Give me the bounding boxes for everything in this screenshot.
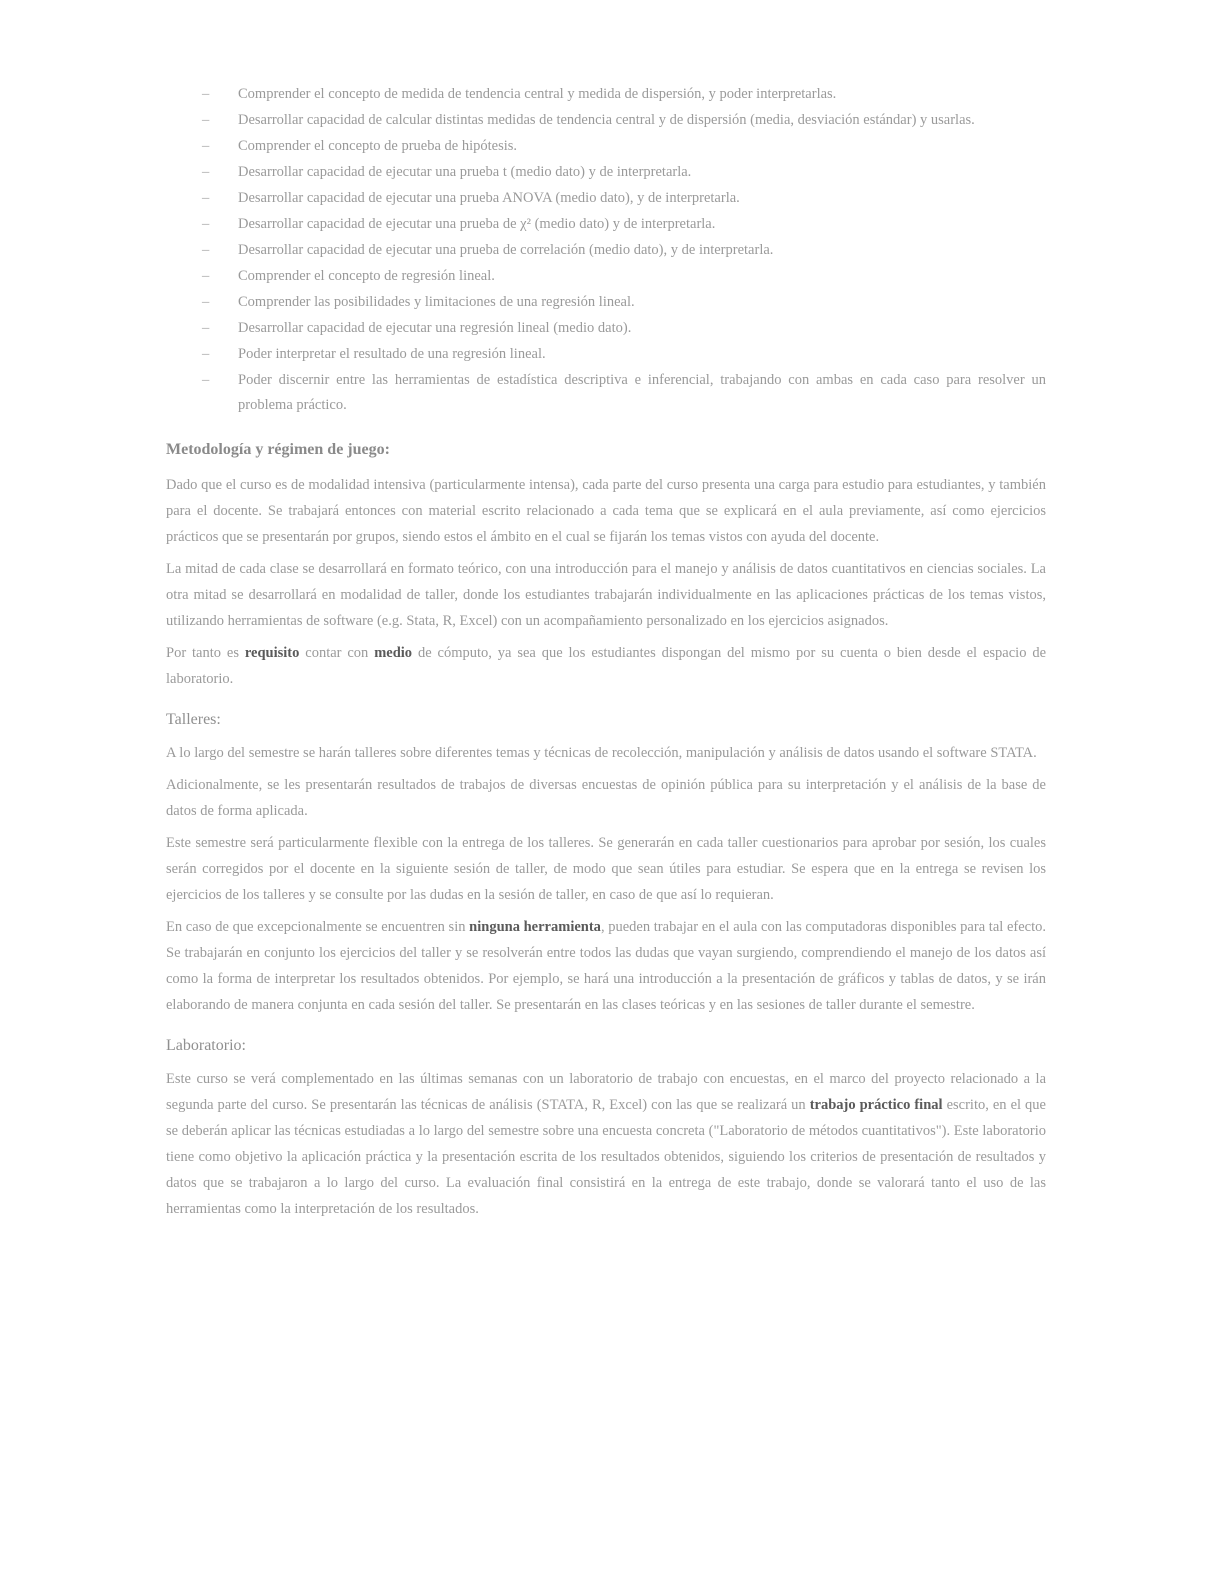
talleres-paragraph: [166, 914, 1046, 1018]
paragraph-text: , pueden trabajar en el aula con las computadoras disponibles para tal efecto. Se trabajarán en conjunto los ejercicios del taller y se resolverán entre todos las dudas que vayan surgiendo, comprendiendo el manejo de los datos así como la forma de interpretar los resultados obtenidos. Por ejemplo, se hará una introducción a la presentación de gráficos y tablas de datos, y se irán elaborando de manera conjunta en cada sesión del taller. Se presentarán en las clases teóricas y en las sesiones de taller durante el semestre.: [166, 919, 1047, 1013]
bullet-marker: –: [202, 294, 210, 310]
objective-item: [166, 342, 1046, 367]
talleres-heading: Talleres:: [166, 711, 221, 728]
objective-item: [166, 316, 1046, 341]
bullet-marker: –: [202, 320, 210, 336]
bullet-marker: –: [202, 112, 210, 128]
objective-text: Comprender el concepto de prueba de hipótesis.: [238, 138, 518, 154]
objective-item: [166, 368, 1046, 418]
paragraph-text: de cómputo, ya sea que los estudiantes dispongan del mismo por su cuenta o bien desde el espacio de laboratorio.: [166, 645, 1047, 687]
objective-text: Desarrollar capacidad de ejecutar una prueba t (medio dato) y de interpretarla.: [238, 164, 692, 180]
talleres-paragraph: [166, 830, 1046, 908]
talleres-paragraph: [166, 740, 1046, 766]
methodology-paragraph: [166, 472, 1046, 550]
objective-item: [166, 160, 1046, 185]
paragraph-text: A lo largo del semestre se harán talleres sobre diferentes temas y técnicas de recolección, manipulación y análisis de datos usando el software STATA.: [166, 745, 1037, 761]
methodology-heading: Metodología y régimen de juego:: [166, 441, 390, 458]
talleres-paragraph: [166, 772, 1046, 824]
bullet-marker: –: [202, 216, 210, 232]
methodology-paragraph: [166, 556, 1046, 634]
bullet-marker: –: [202, 372, 210, 388]
emphasized-text: requisito: [244, 645, 300, 661]
laboratorio-paragraph: [166, 1066, 1046, 1222]
talleres-body: [166, 740, 1046, 1018]
bullet-marker: –: [202, 138, 210, 154]
paragraph-text: escrito, en el que se deberán aplicar las técnicas estudiadas a lo largo del semestre sobre una encuesta concreta ("Laboratorio de métodos cuantitativos"). Este laboratorio tiene como objetivo la aplicación práctica y la presentación escrita de los resultados obtenidos, siguiendo los criterios de presentación de resultados y datos que se trabajaron a lo largo del curso. La evaluación final consistirá en la entrega de este trabajo, donde se valorará tanto el uso de las herramientas como la interpretación de los resultados.: [166, 1097, 1046, 1217]
bullet-marker: –: [202, 346, 210, 362]
document-page: [166, 82, 1046, 1228]
paragraph-text: Este curso se verá complementado en las últimas semanas con un laboratorio de trabajo con encuestas, en el marco del proyecto relacionado a la segunda parte del curso. Se presentarán las técnicas de análisis (STATA, R, Excel) con las que se realizará un: [166, 1071, 1046, 1113]
objective-item: [166, 212, 1046, 237]
objective-item: [166, 82, 1046, 107]
bullet-marker: –: [202, 242, 210, 258]
laboratorio-body: [166, 1066, 1046, 1222]
bullet-marker: –: [202, 86, 210, 102]
objective-item: [166, 290, 1046, 315]
bullet-marker: –: [202, 190, 210, 206]
laboratorio-heading: Laboratorio:: [166, 1037, 246, 1054]
paragraph-text: Dado que el curso es de modalidad intensiva (particularmente intensa), cada parte del curso presenta una carga para estudio para estudiantes, y también para el docente. Se trabajará entonces con material escrito relacionado a cada tema que se explicará en el aula previamente, así como ejercicios prácticos que se presentarán por grupos, siendo estos el ámbito en el cual se fijarán los temas vistos con ayuda del docente.: [166, 477, 1046, 545]
objectives-list: [166, 82, 1046, 418]
paragraph-text: Adicionalmente, se les presentarán resultados de trabajos de diversas encuestas de opinión pública para su interpretación y el análisis de la base de datos de forma aplicada.: [166, 777, 1046, 819]
paragraph-text: En caso de que excepcionalmente se encuentren sin: [166, 919, 470, 935]
objective-text: Comprender el concepto de regresión lineal.: [238, 268, 495, 284]
objective-text: Desarrollar capacidad de ejecutar una prueba de correlación (medio dato), y de interpretarla.: [238, 242, 774, 258]
paragraph-text: Por tanto es: [166, 645, 245, 661]
methodology-body: [166, 472, 1046, 692]
objective-text: Poder interpretar el resultado de una regresión lineal.: [238, 346, 546, 362]
paragraph-text: contar con: [299, 645, 375, 661]
objective-item: [166, 264, 1046, 289]
methodology-paragraph: [166, 640, 1046, 692]
objective-item: [166, 108, 1046, 133]
bullet-marker: –: [202, 164, 210, 180]
objective-text: Comprender las posibilidades y limitaciones de una regresión lineal.: [238, 294, 635, 310]
objective-item: [166, 134, 1046, 159]
objective-text: Comprender el concepto de medida de tendencia central y medida de dispersión, y poder interpretarlas.: [238, 86, 837, 102]
paragraph-text: La mitad de cada clase se desarrollará en formato teórico, con una introducción para el manejo y análisis de datos cuantitativos en ciencias sociales. La otra mitad se desarrollará en modalidad de taller, donde los estudiantes trabajarán individualmente en las aplicaciones prácticas de los temas vistos, utilizando herramientas de software (e.g. Stata, R, Excel) con un acompañamiento personalizado en los ejercicios asignados.: [166, 561, 1046, 629]
paragraph-text: Este semestre será particularmente flexible con la entrega de los talleres. Se generarán en cada taller cuestionarios para aprobar por sesión, los cuales serán corregidos por el docente en la siguiente sesión de taller, de modo que sean útiles para estudiar. Se espera que en la entrega se revisen los ejercicios de los talleres y se consulte por las dudas en la sesión de taller, en caso de que así lo requieran.: [166, 835, 1046, 903]
objective-text: Poder discernir entre las herramientas de estadística descriptiva e inferencial, trabajando con ambas en cada caso para resolver un problema práctico.: [238, 372, 1046, 413]
objective-item: [166, 186, 1046, 211]
emphasized-text: medio: [374, 645, 413, 661]
objective-item: [166, 238, 1046, 263]
emphasized-text: ninguna herramienta: [469, 919, 601, 935]
bullet-marker: –: [202, 268, 210, 284]
objective-text: Desarrollar capacidad de ejecutar una regresión lineal (medio dato).: [238, 320, 632, 336]
objective-text: Desarrollar capacidad de ejecutar una prueba de χ² (medio dato) y de interpretarla.: [238, 216, 716, 232]
objective-text: Desarrollar capacidad de ejecutar una prueba ANOVA (medio dato), y de interpretarla.: [238, 190, 740, 206]
objective-text: Desarrollar capacidad de calcular distintas medidas de tendencia central y de dispersión (media, desviación estándar) y usarlas.: [238, 112, 975, 128]
emphasized-text: trabajo práctico final: [809, 1097, 943, 1113]
